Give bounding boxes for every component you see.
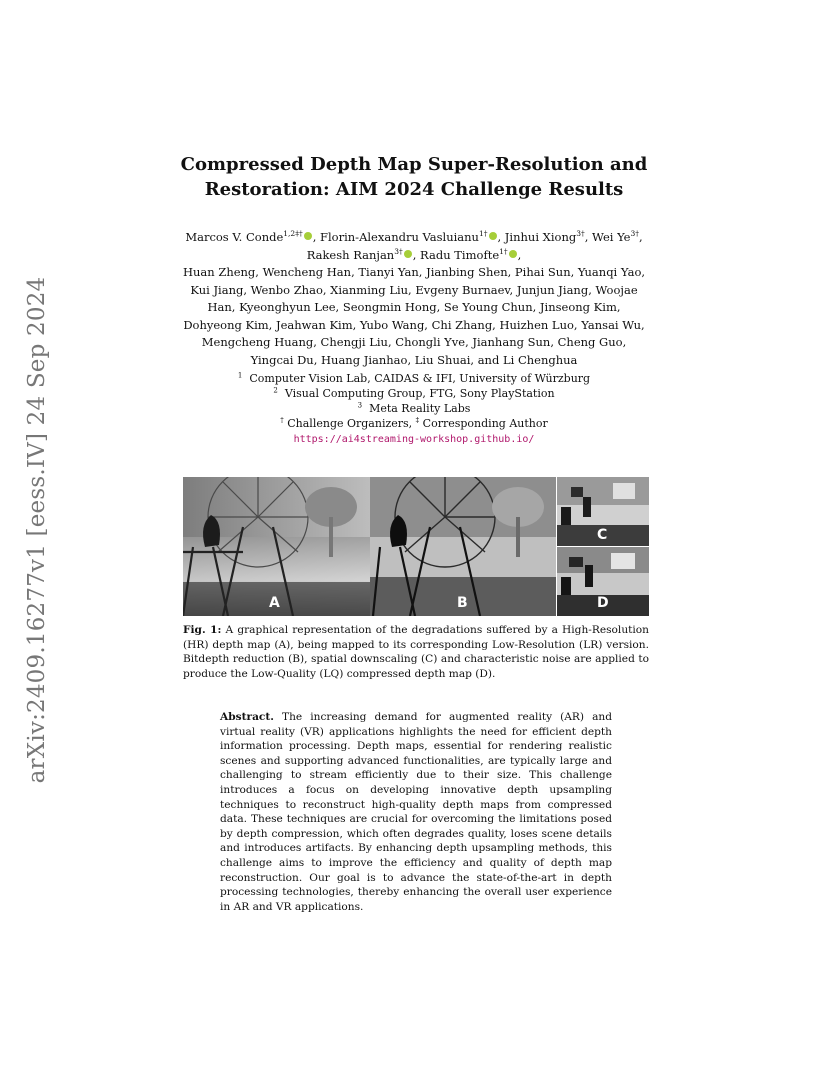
role-text: Corresponding Author [422,417,548,430]
author-name: , Radu Timofte [412,247,500,262]
author-name: , Florin-Alexandru Vasluianu [312,230,479,244]
panel-label-a: A [269,595,280,611]
author-name: , Jinhui Xiong [497,230,577,244]
paper-title [160,152,668,202]
affiliation-1 [180,371,648,386]
figure-caption [183,623,649,681]
author-affiliation-sup: 1† [478,229,488,239]
arxiv-identifier-text: arXiv:2409.16277v1 [eess.IV] 24 Sep 2024 [24,276,50,784]
affiliation-3 [180,401,648,416]
orcid-icon[interactable] [404,250,412,258]
participant-authors: Huan Zheng, Wencheng Han, Tianyi Yan, Jianbing Shen, Pihai Sun, Yuanqi Yao, Kui Jiang, Wenbo Zhao, Xianming Liu, Evgeny Burnaev, Junjun Jiang, Woojae Han, Kyeonghyun Lee, Seongmin Hong, Se Young Chun, Jinseong Kim, Dohyeong Kim, Jeahwan Kim, Yubo Wang, Chi Zhang, Huizhen Luo, Yansai Wu, Mengcheng Huang, Chengji Liu, Chongli Yve, Jianhang Sun, Cheng Guo, Yingcai Du, Huang Jianhao, Liu Shuai, and Li Chenghua [182,265,646,367]
panel-label-d: D [597,595,609,611]
role-text: Challenge Organizers, [287,417,413,430]
role-sup: † [280,416,284,425]
author-separator: , [517,247,522,262]
panel-label-b: B [457,595,468,611]
figure-1-depth-maps [183,477,649,616]
abstract-text: The increasing demand for augmented reality (AR) and virtual reality (VR) applications highlights the need for efficient depth information processing. Depth maps, essential for rendering realistic scenes and supporting advanced functionalities, are typically large and challenging to stream efficiently due to their size. This challenge introduces a focus on developing innovative depth upsampling techniques to reconstruct high-quality depth maps from compressed data. These techniques are crucial for overcoming the limitations posed by depth compression, which often degrades quality, loses scene details and introduces artifacts. By enhancing depth upsampling methods, this challenge aims to improve the efficiency and quality of depth map reconstruction. Our goal is to advance the state-of-the-art in depth processing technologies, thereby enhancing the overall user experience in AR and VR applications. [220,711,612,913]
orcid-icon[interactable] [489,232,497,240]
affiliation-text: Computer Vision Lab, CAIDAS & IFI, University of Würzburg [249,372,591,385]
affiliation-text: Visual Computing Group, FTG, Sony PlayStation [284,387,555,400]
abstract [220,710,612,914]
caption-label: Fig. 1: [183,624,222,636]
role-sup: ‡ [415,416,420,425]
abstract-label: Abstract. [220,711,274,723]
author-affiliation-sup: 3† [576,229,585,239]
caption-text: A graphical representation of the degradations suffered by a High-Resolution (HR) depth map (A), being mapped to its corresponding Low-Resolution (LR) version. Bitdepth reduction (B), spatial downscaling (C) and characteristic noise are applied to produce the Low-Quality (LQ) compressed depth map (D). [183,624,649,680]
affiliation-sup: 3 [357,401,363,410]
author-affiliation-sup: 1,2‡† [283,229,303,239]
title-line-2: Restoration: AIM 2024 Challenge Results [204,179,624,200]
workshop-url-link[interactable]: https://ai4streaming-workshop.github.io/ [293,434,535,445]
author-name: , Wei Ye [584,230,631,244]
author-name: , Rakesh Ranjan [306,230,643,262]
affiliation-sup: 1 [237,371,243,380]
arxiv-identifier [24,276,50,784]
affiliation-2 [180,386,648,401]
orcid-icon[interactable] [509,250,517,258]
title-line-1: Compressed Depth Map Super-Resolution and [180,154,648,175]
roles-note [180,416,648,431]
author-list [180,229,648,369]
affiliation-text: Meta Reality Labs [369,402,471,415]
orcid-icon[interactable] [304,232,312,240]
author-name: Marcos V. Conde [185,230,284,244]
author-affiliation-sup: 3† [394,246,403,256]
panel-label-c: C [597,527,608,543]
author-affiliation-sup: 1† [499,246,508,256]
author-affiliation-sup: 3† [630,229,640,239]
affiliation-sup: 2 [273,386,278,395]
affiliations [180,371,648,447]
